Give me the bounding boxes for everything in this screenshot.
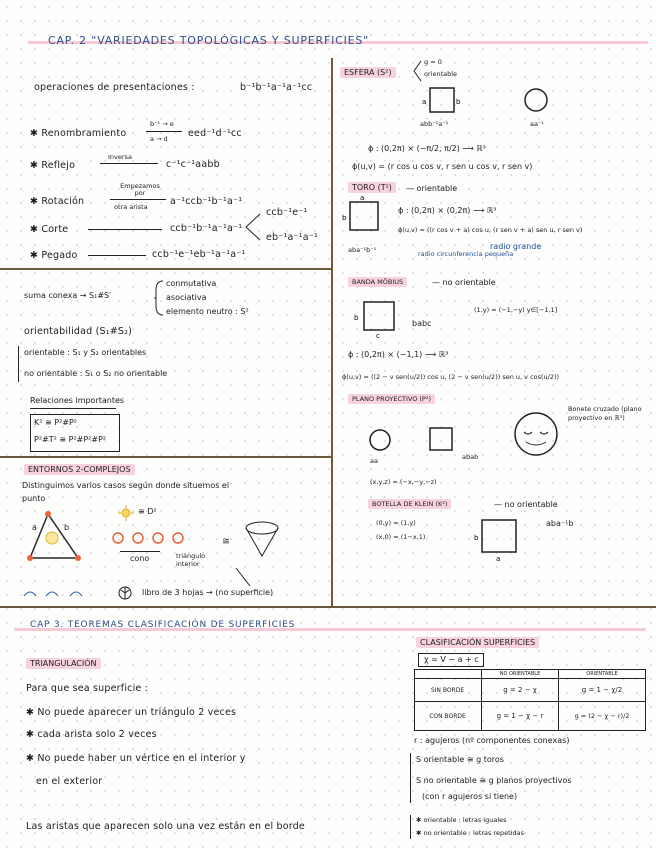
entornos-desc-2: punto (22, 494, 46, 503)
label-cono: cono (130, 554, 150, 563)
esfera-square (422, 86, 462, 120)
renombramiento-over: b⁻¹ → e (150, 120, 174, 128)
corte-res1: ccb⁻¹e⁻¹ (266, 207, 308, 218)
cap3-title: CAP 3. TEOREMAS CLASIFICACIÓN DE SUPERFICIES (30, 620, 296, 630)
svg-text:a: a (422, 98, 427, 106)
triangulacion-title: TRIANGULACIÓN (26, 658, 101, 669)
esfera-orientable: orientable (424, 70, 458, 78)
pointer-line (234, 566, 254, 588)
mobius-phi: ϕ : (0,2π) × (−1,1) ⟶ ℝ³ (348, 350, 449, 359)
esfera-phi: ϕ : (0,2π) × (−π/2, π/2) ⟶ ℝ³ (368, 144, 486, 153)
reflejo-arrow (100, 163, 158, 164)
blue-marks (22, 588, 94, 600)
svg-text:c: c (376, 332, 380, 340)
klein-orient: — no orientable (494, 500, 558, 509)
approx-sign: ≅ (222, 536, 231, 547)
svg-text:b: b (456, 98, 461, 106)
mobius-rel: (1,y) ≈ (−1,−y) y∈[−1,1] (474, 306, 558, 314)
klein-title: BOTELLA DE KLEIN (K²) (368, 499, 451, 509)
corte-word: ccb⁻¹b⁻¹a⁻¹a⁻¹ (170, 223, 243, 234)
divider-bottom (0, 606, 656, 608)
tri-line-3: ✱ cada arista solo 2 veces (26, 729, 157, 740)
label-d2: ≅ D² (138, 507, 157, 516)
tri-line-1: Para que sea superficie : (26, 683, 149, 694)
label-triangulo: triángulo interior (176, 552, 206, 568)
operaciones-word: b⁻¹b⁻¹a⁻¹a⁻¹cc (240, 82, 313, 93)
cell-sb-or: g = 1 − χ/2 (581, 686, 623, 694)
cone-diagram (242, 520, 282, 560)
cell-sb-no: g = 2 − χ (503, 686, 537, 694)
klein-rel-1: (0,y) ≈ (1,y) (376, 519, 416, 527)
rotacion-word: a⁻¹ccb⁻¹b⁻¹a⁻¹ (170, 196, 243, 207)
esfera-word: abb⁻¹a⁻¹ (420, 120, 449, 128)
esfera-word-2: aa⁻¹ (530, 120, 545, 128)
klein-square (474, 516, 526, 562)
esfera-g: g = 0 (424, 58, 442, 66)
esfera-circle (522, 86, 552, 116)
final-2: ✱ no orientable : letras repetidas (416, 829, 524, 837)
renombramiento: ✱ Renombramiento (30, 128, 127, 139)
toro-square (342, 194, 382, 238)
tri-line-5: en el exterior (36, 776, 103, 787)
suma-label: suma conexa → S₁#S′ (24, 291, 111, 300)
rotacion-under: otra arista (114, 203, 148, 211)
no-orientable-rule: no orientable : S₁ o S₂ no orientable (24, 369, 168, 378)
clasif-title: CLASIFICACIÓN SUPERFICIES (416, 637, 539, 648)
agujeros: r : agujeros (nº componentes conexas) (414, 736, 570, 745)
suma-prop-1: conmutativa (166, 279, 217, 288)
rotacion: ✱ Rotación (30, 196, 85, 207)
th-no-orientable: NO ORIENTABLE (499, 670, 541, 677)
divider-vertical (331, 58, 333, 606)
reflejo-word: c⁻¹c⁻¹aabb (166, 159, 220, 170)
entornos-desc-1: Distinguimos varios casos según donde situemos el (22, 481, 230, 490)
toro-orient: — orientable (406, 184, 458, 193)
divider-2 (0, 456, 331, 458)
tri-line-6: Las aristas que aparecen solo una vez están en el borde (26, 821, 305, 832)
toro-phi: ϕ : (0,2π) × (0,2π) ⟶ ℝ³ (398, 206, 497, 215)
corte: ✱ Corte (30, 224, 69, 235)
euler-formula: χ = V − a + c (424, 655, 479, 664)
entornos-title: ENTORNOS 2-COMPLEJOS (24, 464, 135, 475)
svg-text:b: b (342, 214, 347, 222)
toro-title: TORO (T²) (348, 182, 396, 193)
mobius-title: BANDA MÖBIUS (348, 277, 407, 287)
corte-res2: eb⁻¹a⁻¹a⁻¹ (266, 232, 318, 243)
mobius-square (354, 298, 404, 338)
th-orientable: ORIENTABLE (586, 670, 618, 677)
suma-brace (154, 280, 164, 316)
radio-grande: radio grande (490, 242, 542, 251)
suma-prop-3: elemento neutro : S² (166, 307, 249, 316)
sun-icon (118, 505, 134, 521)
pegado: ✱ Pegado (30, 250, 78, 261)
orientabilidad: orientabilidad (S₁#S₂) (24, 326, 133, 337)
cap2-title: CAP. 2 "VARIEDADES TOPOLÓGICAS Y SUPERFICIES" (48, 34, 370, 47)
libro-label: libro de 3 hojas → (no superficie) (142, 588, 274, 597)
row-con-borde: CON BORDE (429, 712, 466, 720)
reflejo: ✱ Reflejo (30, 160, 76, 171)
radio-pequeno: radio circunferencia pequeña (418, 250, 514, 258)
bonete-icon (512, 410, 560, 458)
cell-cb-no: g = 1 − χ − r (496, 712, 544, 720)
svg-text:b: b (354, 314, 359, 322)
corte-brace (242, 212, 262, 242)
renombramiento-under: a → d (150, 135, 168, 143)
esfera-param: ϕ(u,v) = (r cos u cos v, r sen u cos v, r sen v) (352, 162, 533, 171)
toro-param: ϕ(u,v) = ((r cos v + a) cos u, (r sen v + a) sen u, r sen v) (398, 226, 583, 234)
esfera-title: ESFERA (S²) (340, 67, 396, 78)
mobius-param: ϕ(u,v) = ((2 − v sen(u/2)) cos u, (2 − v sen(u/2)) sen u, v cos(u/2)) (342, 373, 560, 381)
tri-line-4: ✱ No puede haber un vértice en el interior y (26, 753, 246, 764)
tri-line-2: ✱ No puede aparecer un triángulo 2 veces (26, 707, 237, 718)
final-1: ✱ orientable : letras iguales (416, 816, 507, 824)
reflejo-over: Inversa (108, 153, 132, 161)
plano-circle (368, 428, 392, 452)
klein-rel-2: (x,0) ≈ (1−x,1) (376, 533, 426, 541)
plano-square (424, 424, 458, 454)
plano-rel: (x,y,z) ≈ (−x,−y,−z) (370, 478, 437, 486)
triangle-diagram (28, 512, 88, 564)
renombramiento-word: eed⁻¹d⁻¹cc (188, 128, 242, 139)
cell-cb-or: g = (2 − χ − r)/2 (574, 712, 630, 720)
svg-text:a: a (32, 523, 37, 532)
relacion-2: P²#T² ≅ P²#P²#P² (34, 435, 107, 444)
svg-text:a: a (496, 555, 501, 563)
esfera-brace (412, 60, 422, 82)
plano-title: PLANO PROYECTIVO (P²) (348, 394, 435, 404)
rotacion-over: Empezamos por (120, 182, 160, 197)
noorient-line-2: (con r agujeros si tiene) (422, 792, 518, 801)
plano-note: Bonete cruzado (plano proyectivo en ℝ³) (568, 405, 642, 422)
fire-icons (108, 528, 188, 548)
pegado-word: ccb⁻¹e⁻¹eb⁻¹a⁻¹a⁻¹ (152, 249, 246, 260)
toro-word: aba⁻¹b⁻¹ (348, 246, 377, 254)
divider-1 (0, 268, 331, 270)
orientable-rule: orientable : S₁ y S₂ orientables (24, 348, 147, 357)
relaciones-title: Relaciones importantes (30, 396, 125, 405)
book-icon (118, 584, 132, 602)
svg-text:b: b (64, 523, 70, 532)
plano-word-1: aa (370, 457, 378, 465)
mobius-orient: — no orientable (432, 278, 496, 287)
svg-text:b: b (474, 534, 479, 542)
klein-word: aba⁻¹b (546, 519, 574, 528)
svg-text:a: a (360, 194, 365, 202)
noorient-line-1: S no orientable ≅ g planos proyectivos (416, 776, 572, 785)
operaciones-label: operaciones de presentaciones : (34, 82, 195, 93)
relacion-1: K² ≅ P²#P² (34, 418, 78, 427)
suma-prop-2: asociativa (166, 293, 207, 302)
mobius-word: babc (412, 319, 432, 328)
orient-line: S orientable ≅ g toros (416, 755, 504, 764)
row-sin-borde: SIN BORDE (430, 686, 465, 694)
plano-word-2: abab (462, 453, 479, 461)
